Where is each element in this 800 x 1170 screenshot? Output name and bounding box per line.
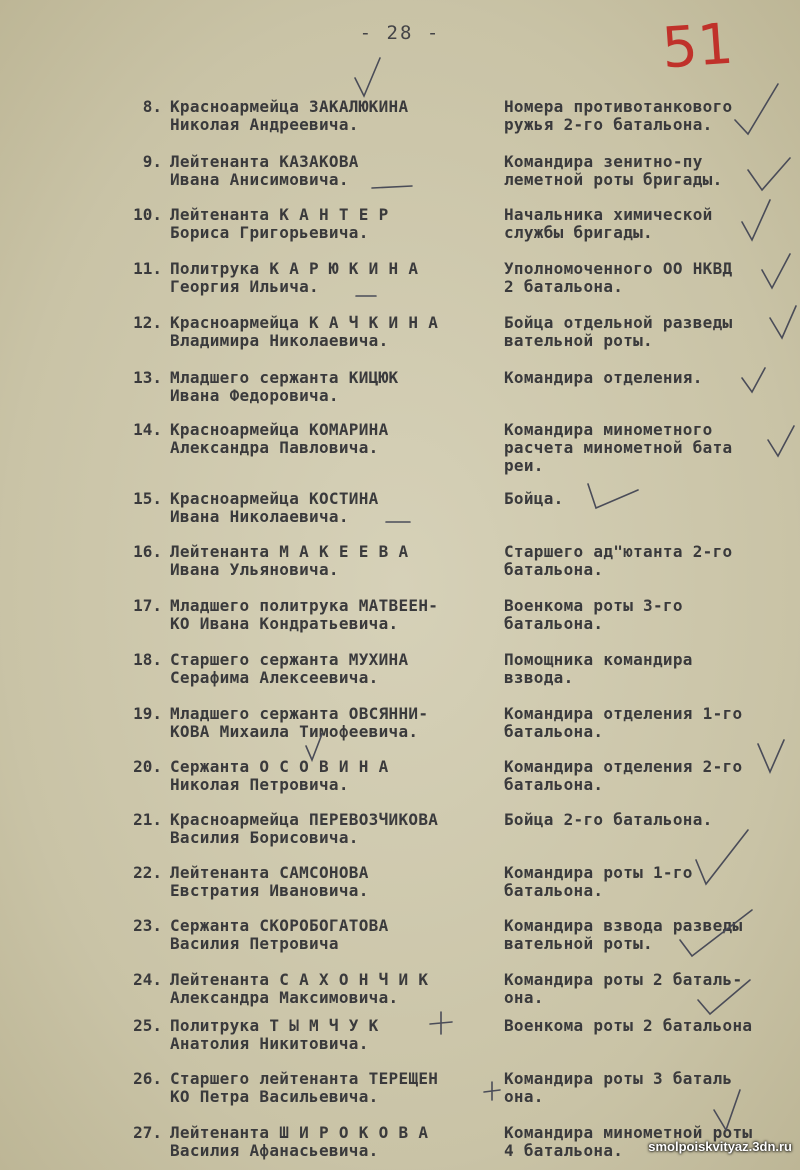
name-line: Ивана Анисимовича. xyxy=(170,170,349,189)
person-name xyxy=(170,758,500,794)
person-name xyxy=(170,917,500,953)
description-line: 2 батальона. xyxy=(504,277,624,296)
name-line: Лейтенанта САМСОНОВА xyxy=(170,863,369,882)
description-line: Бойца 2-го батальона. xyxy=(504,810,713,829)
position-description xyxy=(504,1070,794,1106)
description-line: она. xyxy=(504,1087,544,1106)
position-description xyxy=(504,543,794,579)
name-line: Старшего сержанта МУХИНА xyxy=(170,650,409,669)
name-line: Георгия Ильича. xyxy=(170,277,319,296)
position-description xyxy=(504,98,794,134)
description-line: Военкома роты 3-го xyxy=(504,596,683,615)
name-line: Лейтенанта М А К Е Е В А xyxy=(170,542,409,561)
entry-number: 26. xyxy=(133,1069,162,1088)
page-number: - 28 - xyxy=(359,22,441,44)
person-name xyxy=(170,98,500,134)
name-line: Евстратия Ивановича. xyxy=(170,881,369,900)
description-line: батальона. xyxy=(504,775,604,794)
description-line: службы бригады. xyxy=(504,223,653,242)
description-line: Командира отделения 2-го xyxy=(504,757,743,776)
name-line: Политрука К А Р Ю К И Н А xyxy=(170,259,419,278)
name-line: Младшего сержанта ОВСЯННИ- xyxy=(170,704,429,723)
position-description xyxy=(504,917,794,953)
position-description xyxy=(504,314,794,350)
entry-number: 27. xyxy=(133,1123,162,1142)
person-name xyxy=(170,543,500,579)
person-name xyxy=(170,153,500,189)
name-line: Ивана Федоровича. xyxy=(170,386,339,405)
name-line: Бориса Григорьевича. xyxy=(170,223,369,242)
position-description xyxy=(504,206,794,242)
name-line: Младшего сержанта КИЦЮК xyxy=(170,368,399,387)
description-line: Командира взвода разведы xyxy=(504,916,743,935)
person-name xyxy=(170,369,500,405)
name-line: Красноармейца К А Ч К И Н А xyxy=(170,313,439,332)
entry-number: 15. xyxy=(133,489,162,508)
name-line: Владимира Николаевича. xyxy=(170,331,389,350)
name-line: Ивана Ульяновича. xyxy=(170,560,339,579)
description-line: батальона. xyxy=(504,614,604,633)
entry-number: 14. xyxy=(133,420,162,439)
name-line: Красноармейца КОСТИНА xyxy=(170,489,379,508)
name-line: Сержанта О С О В И Н А xyxy=(170,757,389,776)
description-line: 4 батальона. xyxy=(504,1141,624,1160)
description-line: Командира минометного xyxy=(504,420,713,439)
description-line: расчета минометной бата xyxy=(504,438,733,457)
entry-number: 18. xyxy=(133,650,162,669)
name-line: Александра Максимовича. xyxy=(170,988,399,1007)
description-line: Командира минометной роты xyxy=(504,1123,753,1142)
name-line: КО Петра Васильевича. xyxy=(170,1087,379,1106)
person-name xyxy=(170,490,500,526)
name-line: Лейтенанта КАЗАКОВА xyxy=(170,152,359,171)
description-line: леметной роты бригады. xyxy=(504,170,723,189)
description-line: Командира роты 2 баталь- xyxy=(504,970,743,989)
archive-page-number: 51 xyxy=(659,11,736,82)
person-name xyxy=(170,811,500,847)
entry-number: 12. xyxy=(133,313,162,332)
name-line: Василия Афанасьевича. xyxy=(170,1141,379,1160)
position-description xyxy=(504,864,794,900)
person-name xyxy=(170,971,500,1007)
entry-number: 16. xyxy=(133,542,162,561)
person-name xyxy=(170,421,500,457)
description-line: вательной роты. xyxy=(504,934,653,953)
entry-number: 17. xyxy=(133,596,162,615)
description-line: Военкома роты 2 батальона xyxy=(504,1016,753,1035)
description-line: батальона. xyxy=(504,881,604,900)
name-line: Лейтенанта К А Н Т Е Р xyxy=(170,205,389,224)
check-mark-icon xyxy=(355,58,380,96)
description-line: Командира роты 3 баталь xyxy=(504,1069,733,1088)
position-description xyxy=(504,153,794,189)
person-name xyxy=(170,1070,500,1106)
description-line: батальона. xyxy=(504,560,604,579)
position-description xyxy=(504,597,794,633)
entry-number: 23. xyxy=(133,916,162,935)
name-line: КО Ивана Кондратьевича. xyxy=(170,614,399,633)
name-line: Серафима Алексеевича. xyxy=(170,668,379,687)
description-line: Уполномоченного ОО НКВД xyxy=(504,259,733,278)
name-line: Николая Петровича. xyxy=(170,775,349,794)
person-name xyxy=(170,206,500,242)
position-description xyxy=(504,705,794,741)
description-line: реи. xyxy=(504,456,544,475)
description-line: взвода. xyxy=(504,668,574,687)
description-line: вательной роты. xyxy=(504,331,653,350)
person-name xyxy=(170,864,500,900)
person-name xyxy=(170,1017,500,1053)
name-line: Младшего политрука МАТВЕЕН- xyxy=(170,596,439,615)
name-line: Политрука Т Ы М Ч У К xyxy=(170,1016,379,1035)
description-line: Помощника командира xyxy=(504,650,693,669)
description-line: Начальника химической xyxy=(504,205,713,224)
position-description xyxy=(504,1017,794,1035)
description-line: Командира роты 1-го xyxy=(504,863,693,882)
position-description xyxy=(504,651,794,687)
watermark: smolpoiskvityaz.3dn.ru xyxy=(648,1139,792,1154)
name-line: КОВА Михаила Тимофеевича. xyxy=(170,722,419,741)
description-line: ружья 2-го батальона. xyxy=(504,115,713,134)
position-description xyxy=(504,490,794,508)
position-description xyxy=(504,758,794,794)
name-line: Красноармейца КОМАРИНА xyxy=(170,420,389,439)
person-name xyxy=(170,1124,500,1160)
name-line: Красноармейца ЗАКАЛЮКИНА xyxy=(170,97,409,116)
entry-number: 25. xyxy=(133,1016,162,1035)
entry-number: 11. xyxy=(133,259,162,278)
name-line: Лейтенанта С А Х О Н Ч И К xyxy=(170,970,429,989)
description-line: Командира зенитно-пу xyxy=(504,152,703,171)
position-description xyxy=(504,421,794,475)
entry-number: 10. xyxy=(133,205,162,224)
position-description xyxy=(504,811,794,829)
entry-number: 20. xyxy=(133,757,162,776)
name-line: Василия Борисовича. xyxy=(170,828,359,847)
description-line: батальона. xyxy=(504,722,604,741)
name-line: Сержанта СКОРОБОГАТОВА xyxy=(170,916,389,935)
person-name xyxy=(170,314,500,350)
description-line: Командира отделения. xyxy=(504,368,703,387)
position-description xyxy=(504,260,794,296)
description-line: Номера противотанкового xyxy=(504,97,733,116)
description-line: Командира отделения 1-го xyxy=(504,704,743,723)
name-line: Александра Павловича. xyxy=(170,438,379,457)
name-line: Василия Петровича xyxy=(170,934,339,953)
description-line: Бойца отдельной разведы xyxy=(504,313,733,332)
name-line: Анатолия Никитовича. xyxy=(170,1034,369,1053)
entry-number: 22. xyxy=(133,863,162,882)
person-name xyxy=(170,260,500,296)
name-line: Старшего лейтенанта ТЕРЕЩЕН xyxy=(170,1069,439,1088)
entry-number: 8. xyxy=(142,97,162,116)
name-line: Красноармейца ПЕРЕВОЗЧИКОВА xyxy=(170,810,439,829)
position-description xyxy=(504,971,794,1007)
description-line: Старшего ад"ютанта 2-го xyxy=(504,542,733,561)
person-name xyxy=(170,597,500,633)
name-line: Ивана Николаевича. xyxy=(170,507,349,526)
description-line: она. xyxy=(504,988,544,1007)
person-name xyxy=(170,651,500,687)
position-description xyxy=(504,369,794,387)
description-line: Бойца. xyxy=(504,489,564,508)
entry-number: 9. xyxy=(142,152,162,171)
person-name xyxy=(170,705,500,741)
name-line: Лейтенанта Ш И Р О К О В А xyxy=(170,1123,429,1142)
entry-number: 13. xyxy=(133,368,162,387)
name-line: Николая Андреевича. xyxy=(170,115,359,134)
entry-number: 19. xyxy=(133,704,162,723)
entry-number: 24. xyxy=(133,970,162,989)
entry-number: 21. xyxy=(133,810,162,829)
